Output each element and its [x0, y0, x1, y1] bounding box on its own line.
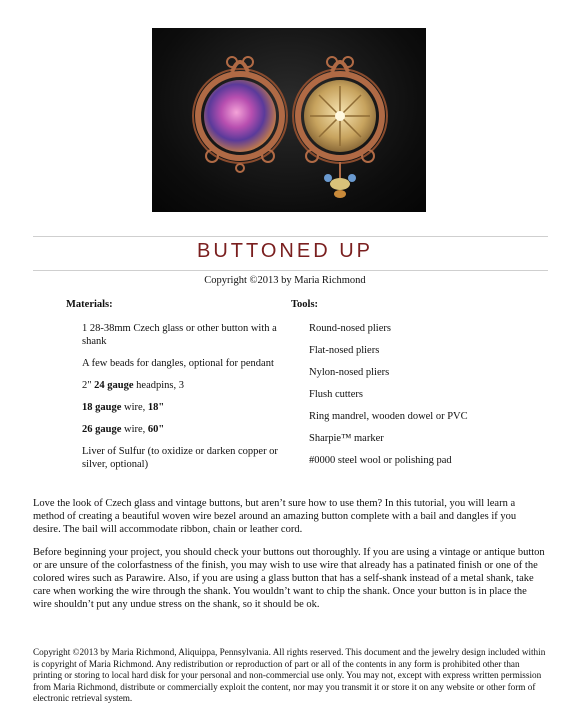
title-top-rule [33, 236, 548, 237]
item-bold: 24 gauge [94, 380, 134, 391]
item-text: wire, [121, 424, 148, 435]
tools-item: #0000 steel wool or polishing pad [309, 455, 452, 466]
item-bold: 60" [147, 424, 165, 435]
tools-list [309, 322, 509, 476]
left-pendant [193, 57, 287, 172]
item-text: wire, [121, 402, 148, 413]
pendant-photo-illustration [152, 28, 426, 212]
materials-heading: Materials: [66, 299, 113, 310]
item-bold: 26 gauge [82, 424, 122, 435]
item-text: headpins, 3 [133, 380, 184, 391]
tools-item: Flat-nosed pliers [309, 345, 380, 356]
tools-heading: Tools: [291, 299, 319, 310]
materials-item [82, 401, 282, 414]
item-bold: 18" [147, 402, 165, 413]
right-pendant [293, 57, 387, 198]
copyright-line: Copyright ©2013 by Maria Richmond [204, 275, 366, 286]
page-title: BUTTONED UP [197, 240, 373, 262]
title-bottom-rule [33, 270, 548, 271]
materials-list [82, 322, 282, 480]
materials-item [82, 445, 282, 471]
materials-item [82, 423, 282, 436]
materials-item [82, 357, 282, 370]
legal-notice: Copyright ©2013 by Maria Richmond, Aliquippa, Pennsylvania. All rights reserved. This document and the jewelry design included within is copyright of Maria Richmond. Any redistribution or reproduction of part or all of the contents in any form is prohibited other than printing or storing to local hard disk for your personal and non-commercial use only. You may not, except with express written permission from Maria Richmond, distribute or commercially exploit the content, nor may you transmit it or store it on any website or other form of electronic retrieval system. [33, 647, 546, 704]
item-text: A few beads for dangles, optional for pendant [82, 358, 274, 369]
item-text: 2" [82, 380, 95, 391]
item-text: Liver of Sulfur (to oxidize or darken copper or silver, optional) [82, 446, 278, 470]
tools-item: Sharpie™ marker [309, 433, 384, 444]
preparation-paragraph: Before beginning your project, you should check your buttons out thoroughly. If you are using a vintage or antique button or are unsure of the colorfastness of the finish, you may wish to use wire that already has a patinated finish or one of the colored wires such as Parawire. Also, if you are using a glass button that has a self-shank instead of a metal shank, take care when working the wire through the shank. You wouldn’t want to chip the shank. Once your button is in place the wire shouldn’t put any undue stress on the shank, so it should be ok. [33, 547, 545, 610]
tools-item: Nylon-nosed pliers [309, 367, 390, 378]
intro-paragraph: Love the look of Czech glass and vintage buttons, but aren’t sure how to use them? In this tutorial, you will learn a method of creating a beautiful woven wire bezel around an amazing button complete with a bail and dangles if you desire. The bail will accommodate ribbon, chain or leather cord. [33, 498, 517, 535]
tools-item: Round-nosed pliers [309, 323, 391, 334]
tools-item: Ring mandrel, wooden dowel or PVC [309, 411, 468, 422]
item-bold: 18 gauge [82, 402, 122, 413]
materials-item [82, 322, 282, 348]
item-text: 1 28-38mm Czech glass or other button with a shank [82, 323, 277, 347]
materials-item [82, 379, 282, 392]
hero-photo [152, 28, 426, 212]
tools-item: Flush cutters [309, 389, 363, 400]
